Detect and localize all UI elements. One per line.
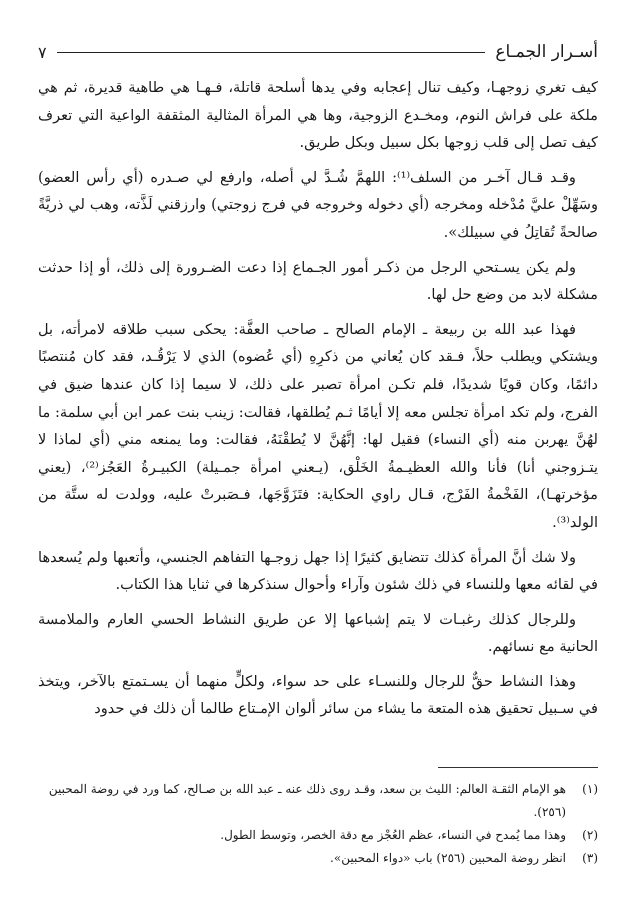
paragraph: وللرجال كذلك رغبـات لا يتم إشباعها إلا عن طريق النشاط الحسي العارم والملامسة الحانية مع نسائهم.	[38, 610, 598, 656]
body-text	[38, 74, 598, 723]
footnote-text: وهذا مما يُمدح في النساء، عظم العُجْز مع دقة الخصر، وتوسط الطول.	[220, 828, 566, 843]
paragraph: ولم يكن يسـتحي الرجل من ذكـر أمور الجـماع إذا دعت الضـرورة إلى ذلك، أو إذا حدثت مشكلة لابد من وضع حل لها.	[38, 258, 598, 304]
footnote	[38, 824, 598, 847]
footnote	[38, 847, 598, 870]
running-header	[38, 38, 598, 66]
paragraph: فهذا عبد الله بن ربيعة ـ الإمام الصالح ـ صاحب العفَّة: يحكى سبب طلاقه لامرأته، بل ويشتكي ويطلب حلاً، فـقد كان يُعاني من ذكرِهِ (أي عُضوه) الذي لا يَرْقُـد، فقد كان مُنتصبًا دائمًا، وكان قويًا شديدًا، فلم تكـن امرأة تصبر على ذلك، لا سيما إذا كان عندها ضيق في الفرج، ولم تكد امرأة تجلس معه إلا أيامًا ثـم يُطلقها، فقالت: زينب بنت عمر ابن أبي سلمة: ما لهُنَّ يهربن منه (أي النساء) فقيل لها: إنَّهُنَّ لا يُطقْنَهُ، فقالت: وما يمنعه مني (أي لماذا لا يتـزوجني أنا) فأنا والله العظيـمةُ الخَلْق، (يـعني امرأة جمـيلة) الكبيـرةُ العَجُز⁽²⁾، (يعني مؤخرتهـا)، الفَخْمةُ الفَرْج، قـال راوي الحكاية: فتَزَوَّجَها، فـصَبرتْ عليه، وولدت له ستَّة من الولد⁽³⁾.	[38, 320, 598, 531]
book-title: أسـرار الجمـاع	[495, 42, 598, 62]
footnote-separator	[438, 767, 598, 768]
book-page	[38, 38, 598, 870]
header-rule	[57, 52, 486, 53]
paragraph: كيف تغري زوجهـا، وكيف تنال إعجابه وفي يدها أسلحة قاتلة، فـهـا هي طاهية قديرة، ثم هي ملكة على فراش النوم، ومخـدع الزوجية، وها هي المرأة المثالية المثقفة الواعية التي تعرف كيف تصل إلى قلب زوجها بكل سبيل وبكل طريق.	[38, 79, 598, 152]
footnote	[38, 778, 598, 824]
footnote-mark: (٢)	[582, 828, 598, 843]
paragraph: وهذا النشاط حقٌّ للرجال وللنسـاء على حد سواء، ولكلٍّ منهما أن يسـتمتع بالآخر، ويتخذ في سـبيل تحقيق هذه المتعة ما يشاء من سائر ألوان الإمـتاع طالما أن ذلك في حدود	[38, 672, 598, 718]
paragraph: ولا شك أنَّ المرأة كذلك تتضايق كثيرًا إذا جهل زوجـها التفاهم الجنسي، وأتعبها ولم يُسعدها في لقائه معها وللنساء في ذلك شئون وآراء وأحوال سنذكرها في ثنايا هذا الكتاب.	[38, 548, 598, 594]
page-number: ٧	[38, 42, 47, 62]
footnote-mark: (١)	[582, 782, 598, 797]
footnotes	[38, 778, 598, 870]
footnote-text: انظر روضة المحبين (٢٥٦) باب «دواء المحبين».	[330, 851, 566, 866]
paragraph: وقـد قـال آخـر من السلف⁽¹⁾: اللهمَّ شُـدَّ لي أصله، وارفع لي صـدره (أي رأس العضو) وسَهِّلْ عليَّ مُدْخله ومخرجه (أي دخوله وخروجه في فرج زوجتي) وارزقني لَذَّته، وهب لي ذريَّةً صالحةً تُقاتِلُ في سبيلك».	[38, 168, 598, 241]
footnote-text: هو الإمام الثقـة العالم: الليث بن سعد، وقـد روى ذلك عنه ـ عبد الله بن صـالح، كما ورد في روضة المحبين (٢٥٦).	[48, 782, 566, 820]
footnote-mark: (٣)	[582, 851, 598, 866]
